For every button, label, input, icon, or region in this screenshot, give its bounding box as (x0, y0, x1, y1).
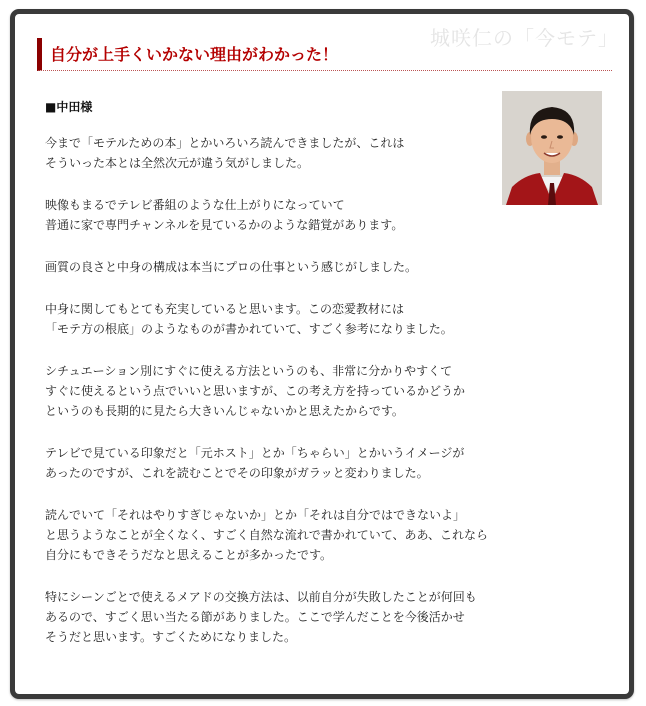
person-portrait-icon (502, 91, 602, 205)
paragraph (45, 257, 505, 277)
text-line: と思うようなことが全くなく、すごく自然な流れで書かれていて、ああ、これなら (45, 528, 489, 542)
text-line: というのも長期的に見たら大きいんじゃないかと思えたからです。 (45, 404, 404, 418)
paragraph (45, 299, 505, 339)
text-line: そうだと思います。すごくためになりました。 (45, 630, 297, 644)
paragraph (45, 443, 505, 483)
text-line: 「モテ方の根底」のようなものが書かれていて、すごく参考になりました。 (45, 322, 453, 336)
text-line: 画質の良さと中身の構成は本当にプロの仕事という感じがしました。 (45, 260, 418, 274)
text-line: 普通に家で専門チャンネルを見ているかのような錯覚があります。 (45, 218, 404, 232)
text-line: 自分にもできそうだなと思えることが多かったです。 (45, 548, 333, 562)
paragraph (45, 361, 505, 421)
text-line: シチュエーション別にすぐに使える方法というのも、非常に分かりやすくて (45, 364, 453, 378)
paragraph (45, 133, 505, 173)
paragraph (45, 505, 505, 565)
page-title: 自分が上手くいかない理由がわかった！ (50, 45, 339, 64)
text-line: あるので、すごく思い当たる節がありました。ここで学んだことを今後活かせ (45, 610, 465, 624)
text-line: 映像もまるでテレビ番組のような仕上がりになっていて (45, 198, 345, 212)
text-line: 特にシーンごとで使えるメアドの交換方法は、以前自分が失敗したことが何回も (45, 590, 477, 604)
text-line: 読んでいて「それはやりすぎじゃないか」とか「それは自分ではできないよ」 (45, 508, 466, 522)
testimonial-frame (10, 9, 634, 699)
text-line: 中身に関してもとても充実していると思います。この恋愛教材には (45, 302, 405, 316)
title-bar (37, 38, 612, 71)
text-line: テレビで見ている印象だと「元ホスト」とか「ちゃらい」とかいうイメージが (45, 446, 465, 460)
text-line: あったのですが、これを読むことでその印象がガラッと変わりました。 (45, 466, 429, 480)
profile-photo (502, 91, 602, 205)
testimonial-name: ■中田様 (45, 100, 93, 114)
watermark: 城咲仁の「今モテ」 (430, 26, 619, 50)
paragraph (45, 195, 505, 235)
paragraph (45, 587, 505, 647)
text-line: 今まで「モテルための本」とかいろいろ読んできましたが、これは (45, 136, 405, 150)
text-line: そういった本とは全然次元が違う気がしました。 (45, 156, 310, 170)
testimonial-body (45, 133, 505, 669)
text-line: すぐに使えるという点でいいと思いますが、この考え方を持っているかどうか (45, 384, 466, 398)
